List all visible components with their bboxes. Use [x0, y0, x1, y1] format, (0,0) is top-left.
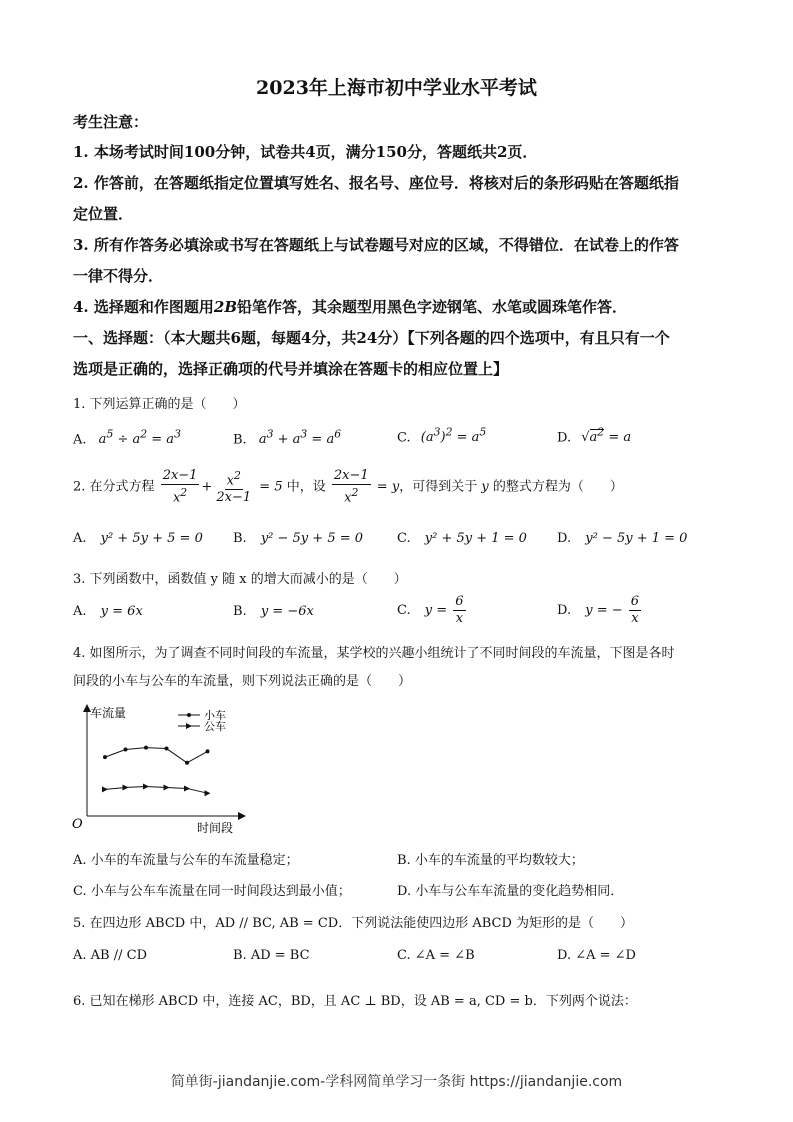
- series-0-point-4: [185, 761, 189, 765]
- q6-stem: 6. 已知在梯形 ABCD 中，连接 AC，BD，且 AC ⊥ BD，设 AB = a, CD = b．下列两个说法：: [73, 994, 637, 1009]
- legend-label-bus: 公车: [204, 720, 226, 733]
- note-2-line-2: 定位置．: [73, 205, 134, 223]
- series-1-point-1: [123, 785, 129, 791]
- page-title: 2023年上海市初中学业水平考试: [256, 77, 537, 99]
- note-2-line-1: 2. 作答前，在答题纸指定位置填写姓名、报名号、座位号．将核对后的条形码贴在答题纸指: [73, 174, 679, 192]
- q4-option-b: B. 小车的车流量的平均数较大；: [397, 853, 584, 868]
- q1-d-math: $√a^2 = a$: [581, 426, 632, 446]
- q3-option-d: [557, 594, 643, 627]
- section-1-line-2: 选项是正确的，选择正确项的代号并填涂在答题卡的相应位置上】: [73, 360, 509, 378]
- q3-option-b: [233, 604, 314, 619]
- q4-stem-line-1: 4. 如图所示，为了调查不同时间段的车流量，某学校的兴趣小组统计了不同时间段的车流量，下图是各时: [73, 646, 675, 661]
- series-1-point-5: [205, 790, 211, 796]
- q3-option-c: [397, 594, 468, 627]
- series-0-point-3: [165, 747, 169, 751]
- q3-d-label: D.: [557, 603, 572, 618]
- series-0-point-1: [124, 748, 128, 752]
- series-1-point-4: [184, 785, 190, 791]
- series-1-point-2: [143, 784, 149, 790]
- q1-c-math: $(a^3)^2 = a^5$: [420, 426, 487, 446]
- series-0-point-2: [144, 746, 148, 750]
- q5-option-d: D. ∠A = ∠D: [557, 948, 636, 963]
- q1-a-math: $a^5 \div a^2 = a^3$: [98, 428, 181, 448]
- legend-marker-car: [187, 713, 191, 717]
- q3-d-math: y = − $\frac{6}{x}$: [585, 594, 640, 626]
- legend: [178, 708, 226, 733]
- q1-stem: 1. 下列运算正确的是（ ）: [73, 397, 246, 412]
- q2-stem-tail: 的整式方程为（ ）: [492, 479, 623, 495]
- q2-d-math: y² − 5y + 1 = 0: [585, 531, 688, 546]
- q4-option-a: A. 小车的车流量与公车的车流量稳定；: [73, 853, 299, 868]
- q2-stem-mid: 中，设: [286, 479, 326, 495]
- series-line-0: [105, 748, 208, 763]
- series-line-1: [105, 787, 208, 794]
- q1-c-label: C.: [397, 430, 411, 446]
- origin-label: O: [72, 817, 83, 832]
- q5-option-a: A. AB // CD: [73, 948, 147, 963]
- q5-stem: 5. 在四边形 ABCD 中，AD // BC, AB = CD．下列说法能使四边形 ABCD 为矩形的是（ ）: [73, 916, 634, 931]
- note-4-pre: 4. 选择题和作图题用: [73, 298, 214, 316]
- q1-option-d: [557, 426, 631, 445]
- q2-c-label: C.: [397, 531, 411, 546]
- q2-option-c: [397, 531, 527, 546]
- q2-stem-post: ，可得到关于: [399, 479, 478, 495]
- q2-a-label: A.: [73, 531, 87, 546]
- series-1-point-3: [164, 785, 170, 791]
- traffic-chart: [70, 702, 250, 838]
- notes-heading: 考生注意：: [73, 113, 149, 131]
- section-1-line-1: 一、选择题：（本大题共6题，每题4分，共24分）【下列各题的四个选项中，有且只有一个: [73, 329, 670, 347]
- q3-b-label: B.: [233, 604, 247, 619]
- x-axis-label: 时间段: [197, 821, 234, 835]
- q1-b-label: B.: [233, 432, 247, 448]
- q1-a-label: A.: [73, 432, 87, 448]
- q2-option-b: [233, 531, 363, 546]
- note-3-line-2: 一律不得分．: [73, 267, 164, 285]
- q1-d-label: D.: [557, 430, 572, 446]
- q3-b-math: y = −6x: [260, 604, 314, 619]
- q2-a-math: y² + 5y + 5 = 0: [100, 531, 203, 546]
- q2-c-math: y² + 5y + 1 = 0: [424, 531, 527, 546]
- note-4: [73, 296, 627, 317]
- q2-d-label: D.: [557, 531, 572, 546]
- q2-frac-1: $\frac{2x-1}{x^2}$: [162, 468, 198, 506]
- series-0-point-5: [206, 749, 210, 753]
- q2-stem: 2. 在分式方程 $\frac{2x-1}{x^2}$ + $\frac{x^2}{2x-1}$ = 5 中，设 $\frac{2x-1}{x^2}$ = y，可得到关于 y 的整式方程为（ ）: [73, 468, 623, 506]
- q2-frac-2: $\frac{x^2}{2x-1}$: [216, 469, 252, 506]
- series-1-point-0: [102, 786, 108, 792]
- legend-marker-bus: [186, 723, 192, 729]
- q2-var: y: [481, 479, 489, 495]
- legend-label-car: 小车: [204, 709, 226, 722]
- note-4-post: 铅笔作答，其余题型用黑色字迹钢笔、水笔或圆珠笔作答．: [237, 298, 628, 316]
- note-4-2b: 2B: [213, 298, 238, 316]
- plot-area: [102, 746, 211, 797]
- q2-b-label: B.: [233, 531, 247, 546]
- q1-option-b: [233, 428, 341, 447]
- note-1: 1. 本场考试时间100分钟，试卷共4页，满分150分，答题纸共2页．: [73, 143, 538, 161]
- q3-c-label: C.: [397, 603, 411, 618]
- q1-b-math: $a^3 + a^3 = a^6$: [258, 428, 342, 448]
- q2-stem-pre: 2. 在分式方程: [73, 479, 155, 495]
- q2-frac-3: $\frac{2x-1}{x^2}$: [333, 468, 369, 506]
- q2-option-d: [557, 531, 687, 546]
- q4-stem-line-2: 间段的小车与公车的车流量，则下列说法正确的是（ ）: [73, 674, 412, 689]
- q2-b-math: y² − 5y + 5 = 0: [260, 531, 364, 546]
- q3-a-label: A.: [73, 604, 87, 619]
- q4-option-d: D. 小车与公车车流量的变化趋势相同．: [397, 884, 624, 899]
- note-3-line-1: 3. 所有作答务必填涂或书写在答题纸上与试卷题号对应的区域，不得错位．在试卷上的作答: [73, 236, 679, 254]
- q5-option-b: B. AD = BC: [233, 948, 310, 963]
- q1-option-c: [397, 426, 486, 445]
- q2-option-a: [73, 531, 203, 546]
- y-axis-label: 车流量: [90, 706, 127, 720]
- footer-watermark: 简单街-jiandanjie.com-学科网简单学习一条街 https://jiandanjie.com: [170, 1074, 623, 1090]
- q3-option-a: [73, 604, 143, 619]
- q1-option-a: [73, 428, 181, 447]
- q3-a-math: y = 6x: [100, 604, 143, 619]
- q5-option-c: C. ∠A = ∠B: [397, 948, 475, 963]
- q4-option-c: C. 小车与公车车流量在同一时间段达到最小值；: [73, 884, 351, 899]
- q3-stem: 3. 下列函数中，函数值 y 随 x 的增大而减小的是（ ）: [73, 572, 407, 587]
- series-0-point-0: [103, 755, 107, 759]
- q3-c-math: y = $\frac{6}{x}$: [424, 594, 464, 626]
